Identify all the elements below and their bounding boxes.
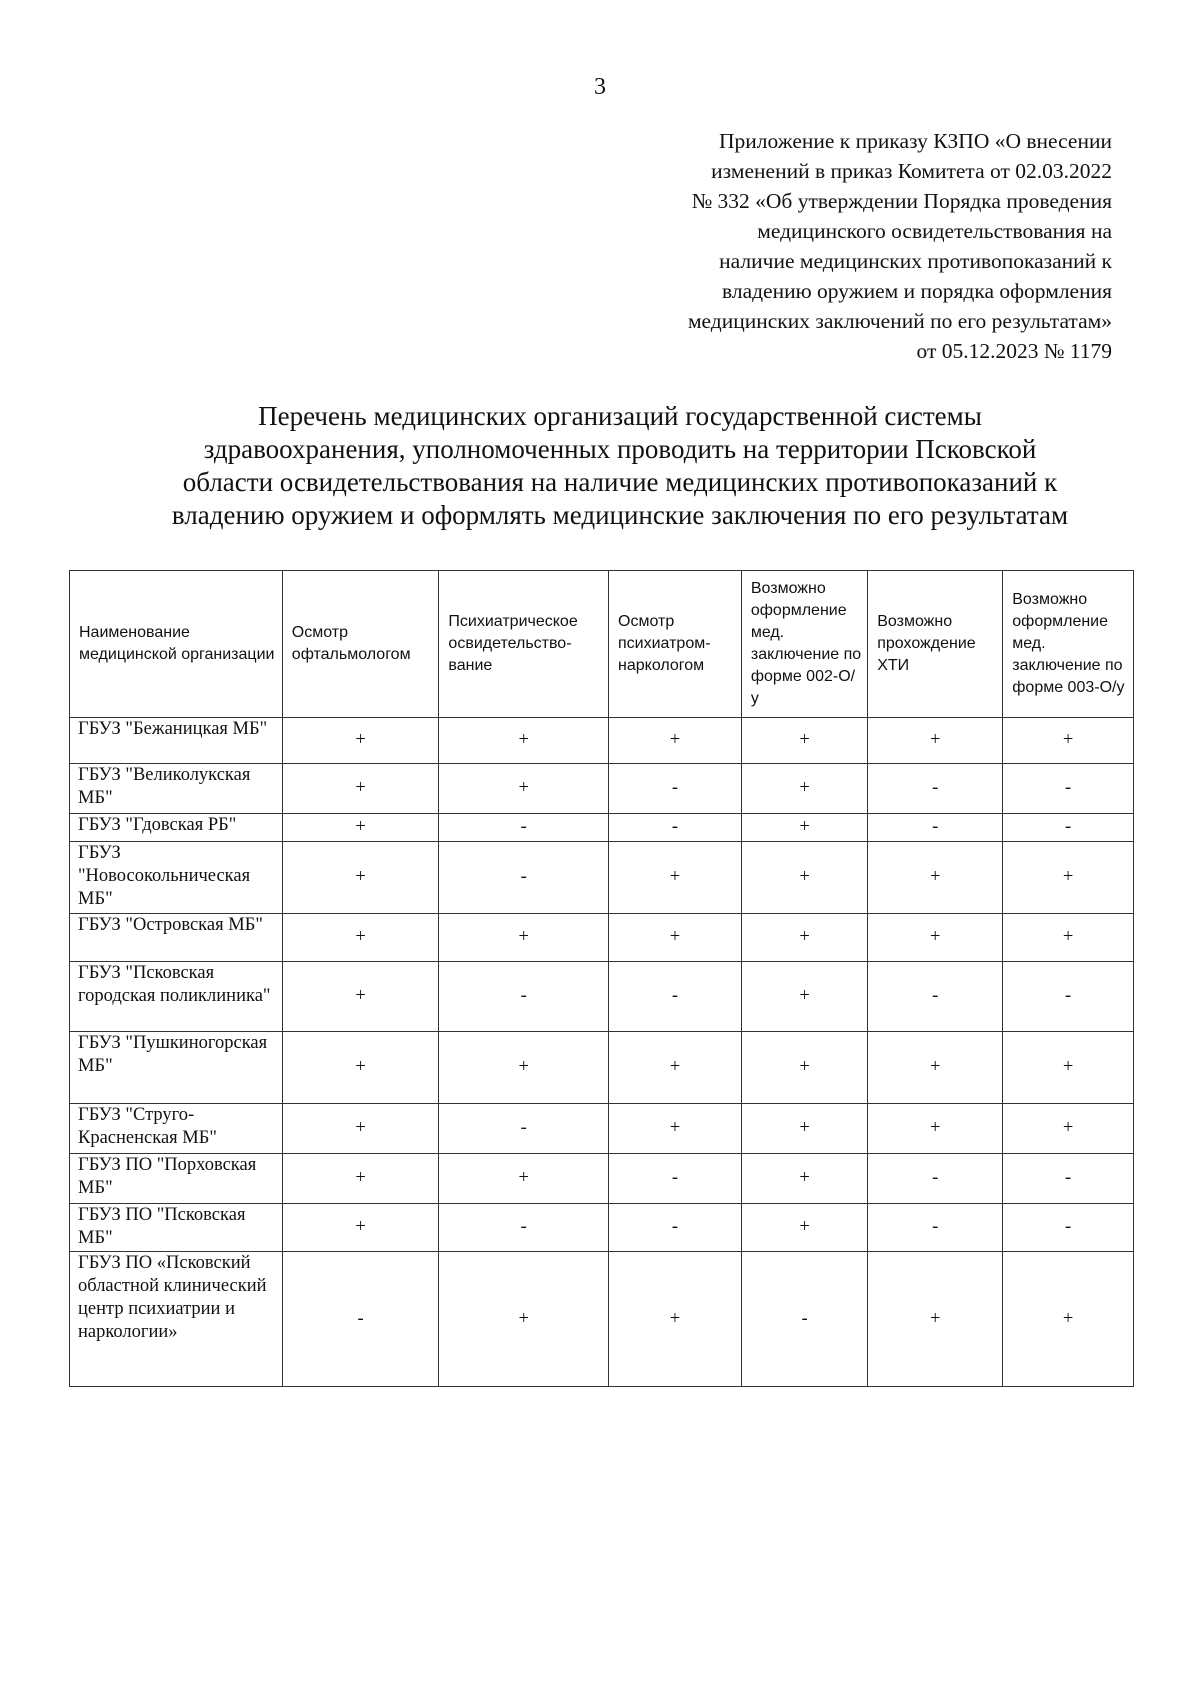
form-003-cell: - [1003,1204,1134,1252]
appendix-line: наличие медицинских противопоказаний к [719,249,1112,273]
form-003-cell: + [1003,1032,1134,1104]
chemical-test-cell: - [868,814,1003,842]
form-002-cell: + [741,1154,867,1204]
form-002-cell: + [741,914,867,962]
narcologist-cell: + [609,1104,742,1154]
ophthalmologist-cell: + [282,914,439,962]
appendix-line: медицинского освидетельствования на [757,219,1112,243]
psychiatric-cell: - [439,1204,609,1252]
title-line: владению оружием и оформлять медицинские заключения по его результатам [171,500,1069,530]
psychiatric-cell: + [439,718,609,764]
organization-name-cell: ГБУЗ "Островская МБ" [70,914,283,962]
table-row [70,1032,1134,1104]
organization-name-cell: ГБУЗ "Псковская городская поликлиника" [70,962,283,1032]
ophthalmologist-cell: + [282,1104,439,1154]
organization-name-cell: ГБУЗ ПО «Псковский областной клинический центр психиатрии и наркологии» [70,1252,283,1387]
header-organization-name: Наименование медицинской организации [70,571,283,718]
appendix-line: медицинских заключений по его результатам» [687,309,1112,333]
appendix-line: владению оружием и порядка оформления [721,279,1112,303]
appendix-reference [472,126,1112,366]
psychiatric-cell: + [439,1032,609,1104]
title-line: здравоохранения, уполномоченных проводить на территории Псковской [203,434,1037,464]
form-003-cell: + [1003,1104,1134,1154]
organization-name-cell: ГБУЗ "Великолукская МБ" [70,764,283,814]
appendix-date-number: от 05.12.2023 № 1179 [916,339,1112,363]
narcologist-cell: + [609,914,742,962]
table-row [70,1252,1134,1387]
form-002-cell: + [741,764,867,814]
table-row [70,1104,1134,1154]
ophthalmologist-cell: + [282,1154,439,1204]
narcologist-cell: - [609,764,742,814]
narcologist-cell: - [609,1204,742,1252]
form-002-cell: + [741,842,867,914]
narcologist-cell: + [609,842,742,914]
appendix-line: № 332 «Об утверждении Порядка проведения [691,189,1112,213]
chemical-test-cell: + [868,1104,1003,1154]
appendix-line: изменений в приказ Комитета от 02.03.2022 [711,159,1112,183]
psychiatric-cell: + [439,1154,609,1204]
header-ophthalmologist-exam: Осмотр офтальмологом [282,571,439,718]
organization-name-cell: ГБУЗ "Гдовская РБ" [70,814,283,842]
form-002-cell: + [741,1104,867,1154]
organization-name-cell: ГБУЗ "Пушкиногорская МБ" [70,1032,283,1104]
table-row [70,962,1134,1032]
header-form-003: Возможно оформление мед. заключение по форме 003-О/у [1003,571,1134,718]
ophthalmologist-cell: + [282,814,439,842]
form-002-cell: + [741,1204,867,1252]
organization-name-cell: ГБУЗ "Бежаницкая МБ" [70,718,283,764]
table-row [70,814,1134,842]
narcologist-cell: - [609,814,742,842]
ophthalmologist-cell: - [282,1252,439,1387]
ophthalmologist-cell: + [282,764,439,814]
document-title [110,400,1130,532]
chemical-test-cell: + [868,1252,1003,1387]
narcologist-cell: + [609,1032,742,1104]
narcologist-cell: + [609,1252,742,1387]
appendix-line: Приложение к приказу КЗПО «О внесении [719,129,1112,153]
form-002-cell: - [741,1252,867,1387]
psychiatric-cell: + [439,1252,609,1387]
ophthalmologist-cell: + [282,718,439,764]
title-line: области освидетельствования на наличие медицинских противопоказаний к [182,467,1058,497]
form-003-cell: + [1003,914,1134,962]
form-002-cell: + [741,1032,867,1104]
narcologist-cell: + [609,718,742,764]
header-row [70,571,1134,718]
form-003-cell: - [1003,764,1134,814]
form-003-cell: - [1003,814,1134,842]
form-003-cell: - [1003,1154,1134,1204]
form-003-cell: + [1003,1252,1134,1387]
chemical-test-cell: - [868,764,1003,814]
chemical-test-cell: - [868,1204,1003,1252]
chemical-test-cell: + [868,718,1003,764]
ophthalmologist-cell: + [282,1032,439,1104]
chemical-test-cell: + [868,1032,1003,1104]
psychiatric-cell: - [439,1104,609,1154]
form-003-cell: + [1003,718,1134,764]
psychiatric-cell: - [439,962,609,1032]
form-002-cell: + [741,718,867,764]
table-body [70,718,1134,1387]
page-number: 3 [594,74,606,100]
organizations-table [69,570,1134,1387]
table-row [70,718,1134,764]
title-line: Перечень медицинских организаций государственной системы [258,401,982,431]
psychiatric-cell: + [439,914,609,962]
organization-name-cell: ГБУЗ ПО "Псковская МБ" [70,1204,283,1252]
chemical-test-cell: + [868,842,1003,914]
narcologist-cell: - [609,1154,742,1204]
ophthalmologist-cell: + [282,962,439,1032]
header-form-002: Возможно оформление мед. заключение по форме 002-О/у [741,571,867,718]
form-002-cell: + [741,814,867,842]
table-row [70,1204,1134,1252]
table-row [70,764,1134,814]
ophthalmologist-cell: + [282,842,439,914]
table-row [70,1154,1134,1204]
ophthalmologist-cell: + [282,1204,439,1252]
chemical-test-cell: - [868,962,1003,1032]
header-chemical-toxicology-test: Возможно прохождение ХТИ [868,571,1003,718]
form-002-cell: + [741,962,867,1032]
chemical-test-cell: + [868,914,1003,962]
form-003-cell: - [1003,962,1134,1032]
table-row [70,842,1134,914]
organization-name-cell: ГБУЗ ПО "Порховская МБ" [70,1154,283,1204]
organization-name-cell: ГБУЗ "Струго-Красненская МБ" [70,1104,283,1154]
psychiatric-cell: - [439,842,609,914]
header-narcologist-exam: Осмотр психиатром-наркологом [609,571,742,718]
psychiatric-cell: - [439,814,609,842]
organization-name-cell: ГБУЗ "Новосокольническая МБ" [70,842,283,914]
form-003-cell: + [1003,842,1134,914]
table-row [70,914,1134,962]
psychiatric-cell: + [439,764,609,814]
table-header [70,571,1134,718]
chemical-test-cell: - [868,1154,1003,1204]
narcologist-cell: - [609,962,742,1032]
header-psychiatric-exam: Психиатрическое освидетельство-вание [439,571,609,718]
